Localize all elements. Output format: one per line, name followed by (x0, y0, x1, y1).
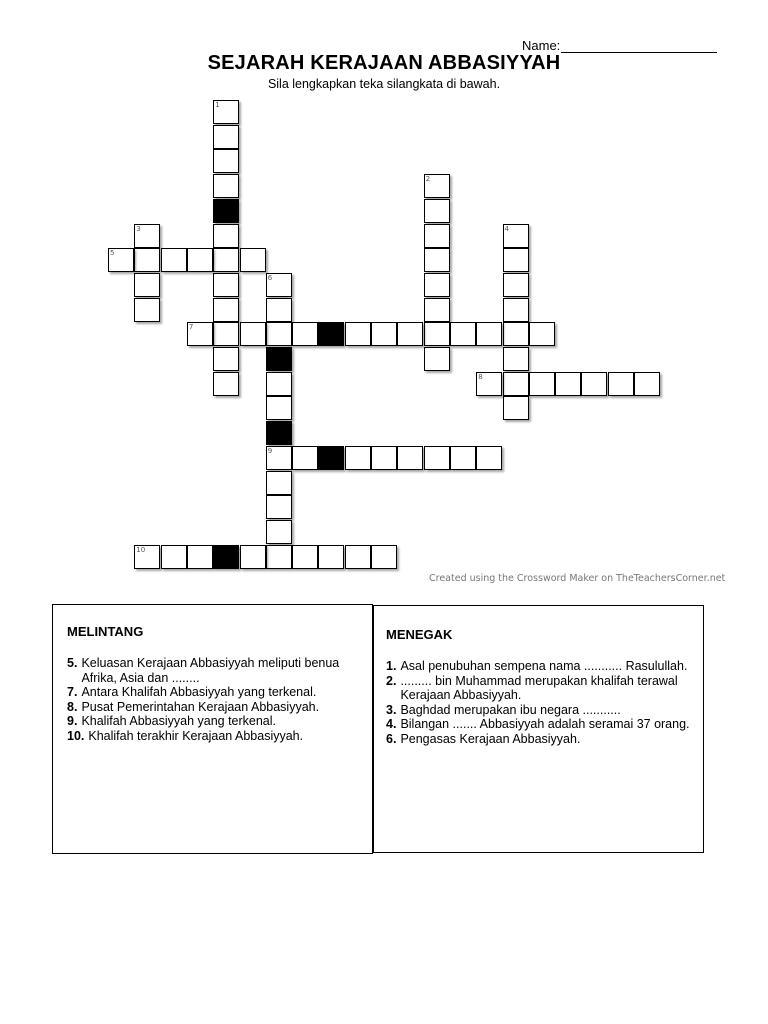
crossword-cell[interactable] (213, 273, 239, 297)
crossword-cell[interactable] (345, 446, 371, 470)
crossword-cell[interactable] (608, 372, 634, 396)
crossword-cell[interactable] (424, 322, 450, 346)
across-clue (67, 729, 358, 744)
crossword-cell[interactable] (266, 495, 292, 519)
clue-number-label: 5 (110, 249, 115, 258)
clue-number: 6. (386, 731, 397, 746)
crossword-cell[interactable] (213, 174, 239, 198)
clue-text: ......... bin Muhammad merupakan khalifah terawal Kerajaan Abbasiyyah. (400, 673, 678, 702)
crossword-block (213, 199, 239, 223)
crossword-block (318, 322, 344, 346)
crossword-cell[interactable] (503, 298, 529, 322)
crossword-cell[interactable] (424, 199, 450, 223)
crossword-cell[interactable] (213, 322, 239, 346)
crossword-cell[interactable] (503, 372, 529, 396)
clue-text: Antara Khalifah Abbasiyyah yang terkenal. (81, 685, 317, 699)
clue-text: Pusat Pemerintahan Kerajaan Abbasiyyah. (81, 699, 320, 714)
crossword-cell[interactable] (292, 322, 318, 346)
crossword-cell[interactable] (240, 248, 266, 272)
crossword-cell[interactable] (266, 298, 292, 322)
across-heading: MELINTANG (67, 624, 144, 639)
clue-number-label: 7 (188, 323, 194, 332)
page-subtitle: Sila lengkapkan teka silangkata di bawah. (267, 77, 501, 91)
crossword-cell[interactable] (529, 322, 555, 346)
crossword-cell[interactable] (503, 322, 529, 346)
crossword-cell[interactable] (397, 446, 423, 470)
crossword-cell[interactable] (503, 248, 529, 272)
crossword-cell[interactable] (397, 322, 423, 346)
crossword-cell[interactable] (187, 248, 213, 272)
clue-number: 5. (67, 656, 78, 670)
down-clue (386, 732, 691, 747)
crossword-cell[interactable] (134, 545, 160, 569)
crossword-cell[interactable] (134, 273, 160, 297)
crossword-cell[interactable] (345, 322, 371, 346)
crossword-cell[interactable] (266, 372, 292, 396)
clue-number: 2. (386, 673, 397, 688)
crossword-cell[interactable] (345, 545, 371, 569)
crossword-cell[interactable] (266, 273, 292, 297)
crossword-cell[interactable] (134, 248, 160, 272)
clue-number: 3. (386, 702, 397, 717)
crossword-cell[interactable] (476, 372, 502, 396)
crossword-cell[interactable] (266, 396, 292, 420)
crossword-block (213, 545, 239, 569)
crossword-cell[interactable] (503, 224, 529, 248)
crossword-cell[interactable] (266, 446, 292, 470)
crossword-cell[interactable] (161, 545, 187, 569)
clue-number-label: 3 (136, 224, 141, 233)
page-title: SEJARAH KERAJAAN ABBASIYYAH (207, 52, 561, 74)
crossword-cell[interactable] (266, 471, 292, 495)
crossword-cell[interactable] (134, 298, 160, 322)
crossword-cell[interactable] (240, 545, 266, 569)
down-clues-box (373, 605, 704, 853)
clue-number: 8. (67, 699, 78, 714)
clue-text: Khalifah terakhir Kerajaan Abbasiyyah. (88, 728, 304, 743)
crossword-cell[interactable] (318, 545, 344, 569)
crossword-cell[interactable] (424, 446, 450, 470)
credit-text: Created using the Crossword Maker on TheTeachersCorner.net (429, 573, 726, 584)
crossword-cell[interactable] (424, 224, 450, 248)
clue-number-label: 1 (215, 101, 220, 109)
crossword-cell[interactable] (292, 545, 318, 569)
crossword-cell[interactable] (266, 520, 292, 544)
crossword-cell[interactable] (134, 224, 160, 248)
crossword-cell[interactable] (213, 149, 239, 173)
clue-number-label: 6 (267, 273, 273, 282)
crossword-cell[interactable] (371, 322, 397, 346)
crossword-cell[interactable] (187, 545, 213, 569)
crossword-cell[interactable] (213, 224, 239, 248)
across-clue (67, 685, 358, 700)
clue-number: 7. (67, 685, 78, 699)
crossword-cell[interactable] (213, 347, 239, 371)
crossword-cell[interactable] (424, 347, 450, 371)
clue-text: Pengasas Kerajaan Abbasiyyah. (400, 731, 581, 746)
crossword-cell[interactable] (213, 125, 239, 149)
clue-text: Baghdad merupakan ibu negara ........... (400, 702, 621, 717)
name-field[interactable] (522, 38, 717, 53)
crossword-cell[interactable] (108, 248, 134, 272)
name-blank-line[interactable] (561, 38, 717, 53)
clue-text: Khalifah Abbasiyyah yang terkenal. (81, 714, 277, 728)
crossword-cell[interactable] (187, 322, 213, 346)
crossword-cell[interactable] (476, 322, 502, 346)
crossword-cell[interactable] (213, 298, 239, 322)
clue-number-label: 9 (267, 446, 273, 455)
clue-number-label: 4 (504, 224, 509, 233)
down-clue (386, 674, 691, 703)
crossword-cell[interactable] (581, 372, 607, 396)
clue-text: Keluasan Kerajaan Abbasiyyah meliputi benua Afrika, Asia dan ........ (81, 656, 340, 685)
clue-text: Asal penubuhan sempena nama ........... Rasulullah. (400, 659, 688, 673)
clue-number-label: 8 (478, 372, 483, 381)
clue-number-label: 10 (136, 545, 146, 554)
crossword-cell[interactable] (213, 372, 239, 396)
clue-number-label: 2 (425, 175, 431, 184)
crossword-cell[interactable] (292, 446, 318, 470)
crossword-cell[interactable] (476, 446, 502, 470)
name-label: Name: (522, 38, 561, 53)
crossword-cell[interactable] (424, 174, 450, 198)
clue-number: 1. (386, 659, 397, 673)
across-clue (67, 714, 358, 729)
crossword-cell[interactable] (161, 248, 187, 272)
crossword-cell[interactable] (424, 248, 450, 272)
crossword-cell[interactable] (424, 298, 450, 322)
crossword-cell[interactable] (503, 273, 529, 297)
clue-number: 4. (386, 717, 397, 731)
crossword-cell[interactable] (450, 322, 476, 346)
crossword-block (318, 446, 344, 470)
across-clue (67, 700, 358, 715)
crossword-cell[interactable] (213, 248, 239, 272)
crossword-cell[interactable] (634, 372, 660, 396)
crossword-cell[interactable] (424, 273, 450, 297)
crossword-cell[interactable] (266, 545, 292, 569)
clue-text: Bilangan ....... Abbasiyyah adalah seramai 37 orang. (400, 717, 690, 731)
crossword-block (266, 421, 292, 445)
down-heading: MENEGAK (386, 627, 453, 642)
crossword-cell[interactable] (503, 396, 529, 420)
down-clue (386, 703, 691, 718)
crossword-cell[interactable] (555, 372, 581, 396)
crossword-cell[interactable] (503, 347, 529, 371)
crossword-block (266, 347, 292, 371)
crossword-cell[interactable] (371, 446, 397, 470)
crossword-cell[interactable] (371, 545, 397, 569)
clue-number: 9. (67, 714, 78, 728)
clue-number: 10. (67, 728, 85, 743)
crossword-cell[interactable] (213, 100, 239, 124)
crossword-cell[interactable] (266, 322, 292, 346)
crossword-cell[interactable] (529, 372, 555, 396)
crossword-cell[interactable] (450, 446, 476, 470)
down-clue (386, 659, 691, 674)
down-clue (386, 717, 691, 732)
across-clue (67, 656, 358, 685)
across-clues-box (52, 604, 373, 854)
crossword-cell[interactable] (240, 322, 266, 346)
